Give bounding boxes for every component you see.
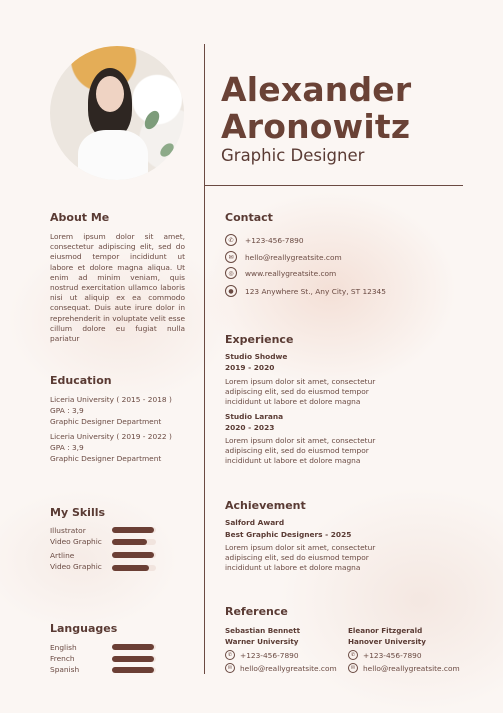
first-name: Alexander <box>221 70 412 109</box>
job-title: Graphic Designer <box>221 146 365 165</box>
phone-icon: ✆ <box>348 650 358 660</box>
contact-email <box>225 250 342 264</box>
email-icon: ✉ <box>225 663 235 673</box>
education-dept: Graphic Designer Department <box>50 417 162 426</box>
contact-email-text: hello@reallygreatsite.com <box>245 252 342 262</box>
language-label: English <box>50 643 77 652</box>
language-bar <box>112 656 156 662</box>
experience-company: Studio Shodwe <box>225 352 288 361</box>
skill-bar-fill <box>112 565 149 571</box>
education-gpa: GPA : 3,9 <box>50 443 84 452</box>
skill-bar-fill <box>112 539 147 545</box>
skill-label: Video Graphic <box>50 537 102 546</box>
achievement-subtitle: Best Graphic Designers - 2025 <box>225 530 352 539</box>
skill-label: Video Graphic <box>50 562 102 571</box>
skills-heading: My Skills <box>50 506 106 519</box>
skill-bar <box>112 527 156 533</box>
reference-phone <box>225 649 299 661</box>
education-school: Liceria University ( 2015 - 2018 ) <box>50 395 172 404</box>
language-bar <box>112 667 156 673</box>
profile-photo <box>50 46 184 180</box>
achievement-description: Lorem ipsum dolor sit amet, consectetur adipiscing elit, sed do eiusmod tempor incididunt ut labore et dolore magna <box>225 543 376 573</box>
reference-name: Sebastian Bennett <box>225 626 301 635</box>
about-heading: About Me <box>50 211 110 224</box>
reference-email-text: hello@reallygreatsite.com <box>240 663 337 673</box>
skill-label: Artline <box>50 551 75 560</box>
language-label: Spanish <box>50 665 80 674</box>
phone-icon: ✆ <box>225 234 237 246</box>
experience-description: Lorem ipsum dolor sit amet, consectetur adipiscing elit, sed do eiusmod tempor incididunt ut labore et dolore magna <box>225 436 376 466</box>
skill-bar <box>112 539 156 545</box>
email-icon: ✉ <box>225 251 237 263</box>
reference-phone-text: +123-456-7890 <box>363 650 422 660</box>
contact-phone-text: +123-456-7890 <box>245 235 304 245</box>
education-heading: Education <box>50 374 112 387</box>
languages-heading: Languages <box>50 622 118 635</box>
vertical-divider <box>204 44 205 674</box>
full-name <box>221 71 411 145</box>
location-icon: ● <box>225 285 237 297</box>
skill-bar-fill <box>112 527 154 533</box>
experience-company: Studio Larana <box>225 412 284 421</box>
email-icon: ✉ <box>348 663 358 673</box>
education-gpa: GPA : 3,9 <box>50 406 84 415</box>
contact-phone <box>225 233 304 247</box>
language-bar <box>112 644 156 650</box>
experience-description: Lorem ipsum dolor sit amet, consectetur adipiscing elit, sed do eiusmod tempor incididunt ut labore et dolore magna <box>225 377 376 407</box>
language-bar-fill <box>112 644 154 650</box>
globe-icon: ◎ <box>225 267 237 279</box>
language-bar-fill <box>112 667 154 673</box>
reference-email <box>225 662 337 674</box>
education-school: Liceria University ( 2019 - 2022 ) <box>50 432 172 441</box>
reference-name: Eleanor Fitzgerald <box>348 626 423 635</box>
experience-years: 2020 - 2023 <box>225 423 275 432</box>
achievement-title: Salford Award <box>225 518 285 527</box>
reference-email <box>348 662 460 674</box>
horizontal-divider <box>204 185 463 186</box>
language-bar-fill <box>112 656 154 662</box>
phone-icon: ✆ <box>225 650 235 660</box>
skill-bar <box>112 552 156 558</box>
contact-website <box>225 266 336 280</box>
experience-years: 2019 - 2020 <box>225 363 275 372</box>
education-dept: Graphic Designer Department <box>50 454 162 463</box>
contact-website-text: www.reallygreatsite.com <box>245 268 337 278</box>
contact-address-text: 123 Anywhere St., Any City, ST 12345 <box>245 286 386 296</box>
reference-heading: Reference <box>225 605 288 618</box>
reference-org: Hanover University <box>348 637 426 646</box>
contact-heading: Contact <box>225 211 273 224</box>
skill-bar <box>112 565 156 571</box>
skill-label: Illustrator <box>50 526 86 535</box>
contact-address <box>225 284 386 298</box>
about-text: Lorem ipsum dolor sit amet, consectetur adipiscing elit, sed do eiusmod tempor incididunt ut labore et dolore magna aliqua. Ut enim ad minim veniam, quis nostrud exercitation ullamco laboris nisi ut aliquip ex ea commodo consequat. Duis aute irure dolor in reprehenderit in voluptate velit esse cillum dolore eu fugiat nulla pariatur <box>50 232 185 344</box>
reference-org: Warner University <box>225 637 299 646</box>
reference-phone <box>348 649 422 661</box>
reference-email-text: hello@reallygreatsite.com <box>363 663 460 673</box>
language-label: French <box>50 654 75 663</box>
achievement-heading: Achievement <box>225 499 306 512</box>
reference-phone-text: +123-456-7890 <box>240 650 299 660</box>
experience-heading: Experience <box>225 333 294 346</box>
last-name: Aronowitz <box>221 107 411 146</box>
skill-bar-fill <box>112 552 154 558</box>
